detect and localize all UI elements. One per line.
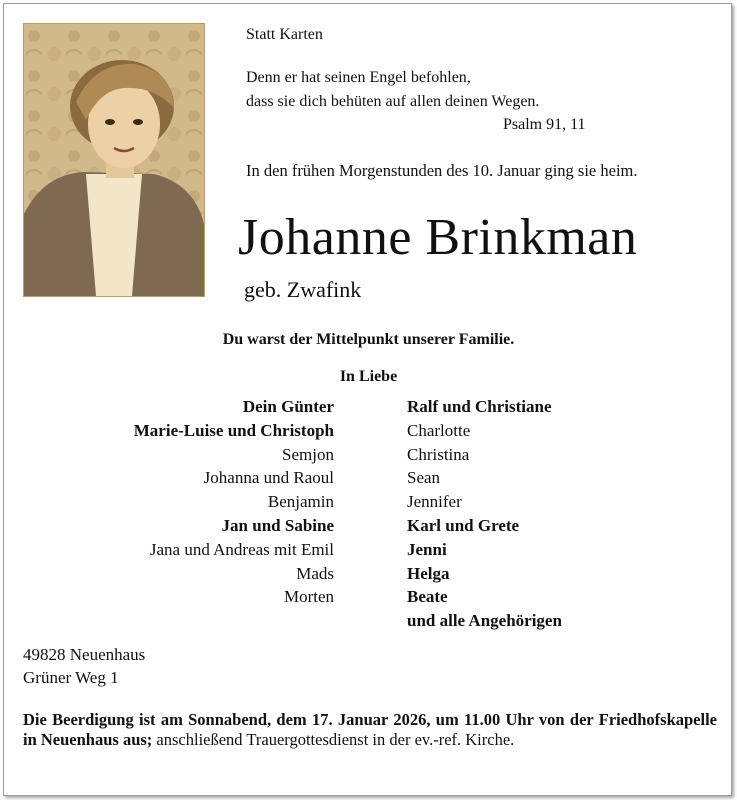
mourners-left-column bbox=[134, 395, 334, 609]
mourner-entry: Charlotte bbox=[407, 420, 471, 440]
tribute-line: Du warst der Mittelpunkt unserer Familie. bbox=[222, 331, 515, 348]
deceased-name: Johanne Brinkman bbox=[238, 209, 638, 266]
verse-line-1: Denn er hat seinen Engel befohlen, bbox=[246, 69, 471, 86]
mourner-entry: Marie-Luise und Christoph bbox=[133, 420, 334, 440]
mourner-entry: Christina bbox=[407, 444, 470, 464]
mourner-entry: Jana und Andreas mit Emil bbox=[149, 539, 334, 559]
in-love-line: In Liebe bbox=[339, 368, 398, 385]
address-city: 49828 Neuenhaus bbox=[23, 645, 146, 664]
mourner-entry: Karl und Grete bbox=[407, 515, 520, 535]
mourner-entry: Helga bbox=[407, 563, 450, 583]
mourner-entry: Beate bbox=[407, 587, 448, 607]
funeral-info bbox=[23, 710, 717, 750]
mourners-right-column bbox=[407, 395, 562, 633]
address-street: Grüner Weg 1 bbox=[23, 668, 119, 687]
mourner-entry: Ralf und Christiane bbox=[407, 397, 552, 416]
funeral-info-normal: anschließend Trauergottesdienst in der ev.-ref. Kirche. bbox=[152, 730, 515, 749]
mourner-entry: Benjamin bbox=[267, 492, 334, 512]
verse-line-2: dass sie dich behüten auf allen deinen Wegen. bbox=[246, 93, 540, 110]
mourner-entry: Johanna und Raoul bbox=[203, 468, 334, 488]
intro-text: Statt Karten bbox=[246, 26, 323, 43]
portrait-photo bbox=[23, 23, 205, 297]
mourner-entry: Jennifer bbox=[407, 492, 462, 512]
mourner-entry: und alle Angehörigen bbox=[407, 611, 562, 631]
mourner-entry: Jenni bbox=[407, 539, 447, 559]
mourner-entry: Semjon bbox=[282, 444, 334, 464]
death-announcement: In den frühen Morgenstunden des 10. Januar ging sie heim. bbox=[246, 161, 638, 180]
mourner-entry: Dein Günter bbox=[242, 397, 334, 416]
mourner-entry: Jan und Sabine bbox=[221, 515, 334, 535]
mourner-entry: Sean bbox=[407, 468, 441, 488]
portrait-image bbox=[24, 24, 204, 296]
birth-name: geb. Zwafink bbox=[244, 277, 362, 302]
verse-reference: Psalm 91, 11 bbox=[503, 116, 586, 133]
mourner-entry: Morten bbox=[283, 587, 334, 607]
mourner-entry: Mads bbox=[296, 563, 334, 583]
funeral-info-bold: Die Beerdigung ist am Sonnabend, dem 17. Januar 2026, um 11.00 Uhr von der Friedhofskapelle in Neuenhaus aus; bbox=[23, 710, 717, 749]
